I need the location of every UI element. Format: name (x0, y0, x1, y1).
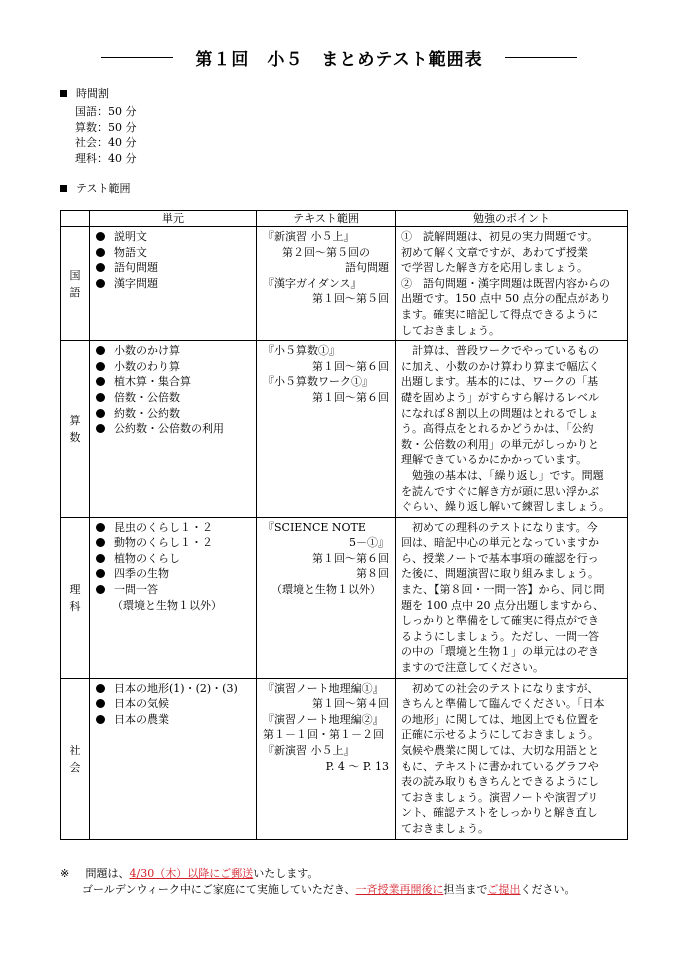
range-heading (60, 180, 131, 196)
bullet-dot-icon (96, 424, 105, 433)
header-text-range: テキスト範囲 (257, 211, 396, 227)
footnote-text: ください。 (520, 883, 576, 896)
unit-label: 説明文 (114, 230, 147, 243)
bullet-dot-icon (96, 393, 105, 402)
bullet-dot-icon (96, 377, 105, 386)
study-point-line: 礎を固めよう」がすらすら解けるレベル (401, 390, 599, 404)
study-point-line: 題を 100 点中 20 点分出題しますから、 (401, 598, 604, 612)
text-range-line: 『小５算数ワーク①』 (263, 375, 373, 389)
unit-item (96, 406, 256, 422)
footnote (60, 866, 575, 898)
schedule-list (75, 104, 137, 166)
unit-label: 小数のかけ算 (114, 344, 180, 358)
text-range-line: 第１回～第６回 (312, 551, 389, 565)
unit-label: 植物のくらし (114, 551, 180, 565)
unit-note: （環境と生物１以外） (112, 598, 222, 612)
subject-cell (61, 678, 90, 839)
study-point-line: ておきましょう。演習ノートや演習プリ (401, 790, 599, 804)
study-point-line: 数・公倍数の利用」の単元がしっかりと (401, 437, 599, 451)
study-point-line: を読んですぐに解き方が頭に思い浮かぶ (401, 484, 599, 498)
schedule-item: 算数：50 分 (75, 120, 137, 134)
unit-item (96, 276, 256, 292)
subject-label: 国語 (69, 268, 81, 299)
table-header-row (61, 211, 628, 227)
footnote-resume-highlight: 一斉授業再開後に (355, 883, 444, 896)
header-unit: 単元 (90, 211, 257, 227)
unit-item (96, 696, 256, 712)
study-point-line: う。高得点をとれるかどうかは、「公約 (401, 422, 594, 436)
unit-label: 小数のわり算 (114, 359, 180, 373)
unit-label: 約数・公約数 (114, 406, 180, 420)
study-point-line: 出題します。基本的には、ワークの「基 (401, 375, 599, 389)
text-range-line: 第１回～第６回 (312, 359, 389, 373)
study-point-line: しっかりと準備をして確実に得点ができ (401, 614, 599, 628)
bullet-dot-icon (96, 715, 105, 724)
text-range-line: 第２回～第５回の (282, 245, 370, 259)
unit-item (96, 551, 256, 567)
study-point-line: 表の読み取りもきちんとできるようにし (401, 775, 599, 789)
bullet-dot-icon (96, 346, 105, 355)
bullet-dot-icon (96, 232, 105, 241)
units-cell (90, 227, 257, 341)
text-range-cell (257, 517, 396, 678)
subject-cell (61, 341, 90, 518)
footnote-text: いたします。 (253, 867, 319, 880)
unit-list (90, 520, 256, 598)
bullet-dot-icon (96, 569, 105, 578)
unit-label: 物語文 (114, 245, 147, 259)
study-point-line: 勉強の基本は、「繰り返し」です。問題 (401, 468, 604, 482)
schedule-heading-label: 時間割 (76, 87, 109, 100)
study-point-line: 回は、暗記中心の単元となっていますか (401, 536, 599, 550)
study-point-line: ぐらい、繰り返し解いて練習しましょう。 (401, 500, 610, 514)
study-points-cell (396, 517, 628, 678)
text-range-line: 第８回 (356, 567, 389, 581)
text-range-cell (257, 227, 396, 341)
study-point-line: しておきましょう。 (401, 323, 500, 337)
footnote-text: 問題は、 (85, 867, 130, 880)
study-point-line: ます。確実に暗記して得点できるように (401, 307, 599, 321)
unit-label: 漢字問題 (114, 276, 158, 290)
study-point-line: の中の「環境と生物１」の単元はのぞき (401, 645, 599, 659)
text-range-line: 『演習ノート地理編①』 (263, 681, 384, 695)
text-range-cell (257, 341, 396, 518)
study-point-line: に加え、小数のかけ算わり算まで幅広く (401, 359, 600, 373)
unit-label: 公約数・公倍数の利用 (114, 422, 224, 436)
subject-cell (61, 227, 90, 341)
unit-label: 倍数・公倍数 (114, 390, 180, 404)
unit-item (96, 390, 256, 406)
study-point-line: ますので注意してください。 (401, 661, 544, 675)
unit-item (96, 421, 256, 437)
range-table (60, 210, 628, 840)
footnote-text: 担当まで (443, 883, 488, 896)
bullet-dot-icon (96, 248, 105, 257)
unit-list (90, 343, 256, 437)
unit-item (96, 681, 256, 697)
study-point-line: 計算は、普段ワークでやっているもの (401, 344, 599, 358)
unit-label: 語句問題 (114, 261, 158, 275)
unit-list (90, 229, 256, 291)
bullet-dot-icon (96, 554, 105, 563)
bullet-dot-icon (96, 538, 105, 547)
schedule-item: 社会：40 分 (75, 136, 137, 149)
text-range-line: 第１回～第５回 (312, 292, 389, 306)
text-range-line: 『演習ノート地理編②』 (263, 712, 384, 726)
schedule-heading (60, 85, 109, 101)
unit-item (96, 520, 256, 536)
unit-item (96, 566, 256, 582)
study-point-line: 気候や農業に関しては、大切な用語とと (401, 744, 599, 757)
footnote-text: ゴールデンウィーク中にご家庭にて実施していただき、 (82, 883, 356, 896)
study-point-line: るようにしましょう。ただし、一問一答 (401, 629, 599, 643)
text-range-line: 5－①』 (349, 536, 389, 550)
unit-label: 昆虫のくらし１・２ (114, 520, 213, 534)
subject-label: 社会 (69, 743, 81, 774)
bullet-dot-icon (96, 263, 105, 272)
unit-label: 四季の生物 (114, 567, 169, 581)
subject-label: 算数 (69, 413, 81, 444)
bullet-dot-icon (96, 523, 105, 532)
unit-label: 植木算・集合算 (114, 375, 191, 389)
study-point-line: 初めての理科のテストになります。今 (401, 520, 598, 534)
header-subject-cell (61, 211, 90, 227)
study-point-line: た後に、問題演習に取り組みましょう。 (401, 567, 599, 581)
title-rule-right (505, 57, 577, 58)
table-row (61, 341, 628, 518)
text-range-line: 第１－１回・第１－２回 (263, 728, 384, 742)
table-row (61, 227, 628, 341)
bullet-dot-icon (96, 684, 105, 693)
text-range-line: P. 4 ～ P. 13 (325, 759, 389, 773)
footnote-submit-highlight: ご提出 (487, 883, 521, 896)
unit-label: 日本の地形(1)・(2)・(3) (114, 681, 238, 695)
study-point-line: ら、授業ノートで基本事項の確認を行っ (401, 551, 599, 565)
unit-list (90, 681, 256, 728)
units-cell (90, 517, 257, 678)
bullet-dot-icon (96, 585, 105, 594)
unit-item (96, 712, 256, 728)
text-range-line: 第１回～第６回 (312, 390, 389, 404)
study-point-line: 初めての社会のテストになりますが、 (401, 681, 599, 695)
header-study-points: 勉強のポイント (396, 211, 628, 227)
study-point-line: ント、確認テストをしっかりと解き直し (401, 806, 598, 820)
footnote-mark: ※ (60, 867, 70, 880)
study-points-cell (396, 678, 628, 839)
text-range-line: 『新演習 小５上』 (263, 744, 355, 757)
bullet-dot-icon (96, 362, 105, 371)
text-range-line: 語句問題 (345, 261, 389, 275)
study-points-cell (396, 227, 628, 341)
units-cell (90, 678, 257, 839)
study-point-line: きちんと準備して臨んでください。「日本 (401, 697, 605, 711)
subject-cell (61, 517, 90, 678)
study-point-line: 初めて解く文章ですが、あわてず授業 (401, 245, 588, 259)
unit-label: 一問一答 (114, 583, 158, 597)
study-point-line: の地形」に関しては、地図上でも位置を (401, 712, 599, 726)
units-cell (90, 341, 257, 518)
unit-item (96, 359, 256, 375)
bullet-dot-icon (96, 699, 105, 708)
table-row (61, 678, 628, 839)
unit-item (96, 535, 256, 551)
unit-item (96, 229, 256, 245)
bullet-dot-icon (96, 279, 105, 288)
schedule-item: 理科：40 分 (75, 151, 137, 165)
square-bullet-icon (60, 185, 67, 192)
schedule-item: 国語：50 分 (75, 105, 137, 118)
footnote-date-highlight: 4/30（木）以降にご郵送 (129, 867, 254, 880)
study-point-line: 出題です。150 点中 50 点分の配点があり (401, 292, 611, 306)
text-range-line: （環境と生物１以外） (271, 583, 381, 597)
text-range-line: 『新演習 小５上』 (263, 230, 355, 243)
study-point-line: 正確に示せるようにしておきましょう。 (401, 728, 599, 742)
study-point-line: もに、テキストに書かれているグラフや (401, 759, 599, 773)
unit-item (96, 245, 256, 261)
study-point-line: また、【第８回・一問一答】から、同じ問 (401, 583, 605, 597)
study-point-line: になれば８割以上の問題はとれるでしょ (401, 406, 599, 420)
unit-item (96, 582, 256, 598)
text-range-line: 『漢字ガイダンス』 (263, 276, 362, 290)
study-point-line: で学習した解き方を応用しましょう。 (401, 261, 588, 275)
study-point-line: ておきましょう。 (401, 821, 489, 835)
page-title: 第１回 小５ まとめテスト範囲表 (195, 49, 483, 70)
bullet-dot-icon (96, 409, 105, 418)
subject-label: 理科 (69, 582, 81, 613)
study-point-line: 理解できているかにかかっています。 (401, 453, 588, 467)
unit-label: 日本の気候 (114, 697, 169, 711)
unit-label: 日本の農業 (114, 712, 169, 726)
range-heading-label: テスト範囲 (76, 182, 131, 195)
square-bullet-icon (60, 90, 67, 97)
text-range-line: 第１回～第４回 (312, 697, 389, 711)
study-point-line: ② 語句問題・漢字問題は既習内容からの (401, 276, 610, 290)
unit-item (96, 343, 256, 359)
table-row (61, 517, 628, 678)
title-row (0, 42, 678, 72)
unit-item (96, 374, 256, 390)
unit-label: 動物のくらし１・２ (114, 536, 213, 550)
study-point-line: ① 読解問題は、初見の実力問題です。 (401, 230, 599, 243)
text-range-line: 『小５算数①』 (263, 344, 340, 358)
unit-item (96, 260, 256, 276)
text-range-cell (257, 678, 396, 839)
text-range-line: 『SCIENCE NOTE (263, 520, 366, 534)
title-rule-left (101, 57, 173, 58)
study-points-cell (396, 341, 628, 518)
